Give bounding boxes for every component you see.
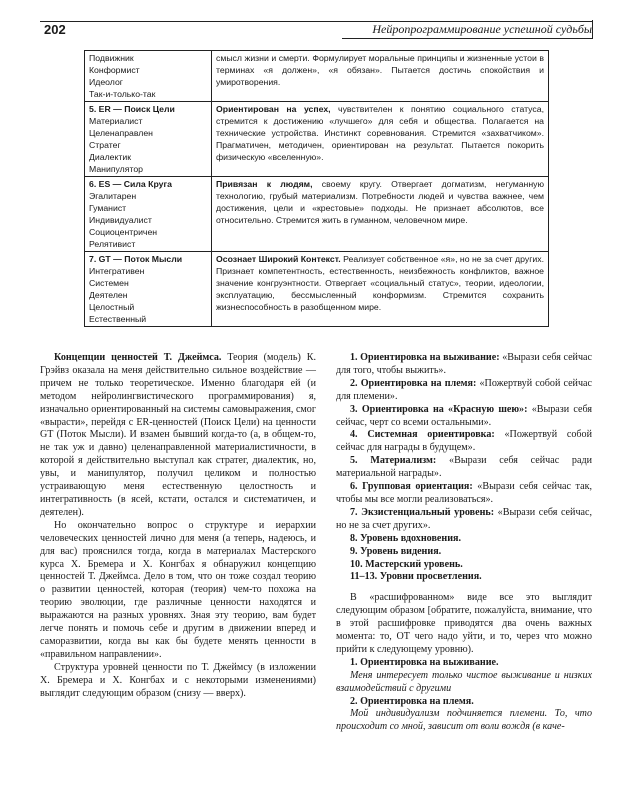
row-heading: 5. ER — Поиск Цели [89,104,175,114]
table-row [85,51,549,102]
level-number: 9. [350,545,358,557]
list-item: Интегративен [89,266,145,276]
table-cell-right [212,177,549,252]
paragraph-run-in-heading: Концепции ценностей Т. Джеймса. [54,352,222,363]
row-description: чувствителен к понятию социального статуса, стремится к достижению «лучшего» для себя и общества. Полагается на технические устройства. Инстинкт соревнования. Стремится «захватчиком». Прагматичен, методичен, ориентирован на результат. Пытается покорить физическую «вселенную». [216,104,544,162]
paragraph: Меня интересует только чистое выживание и низких взаимодействий с другими [336,669,592,694]
level-text: «Пожертвуй собой сейчас для племени». [336,377,592,402]
level-number: 8. [350,532,358,544]
level-text: «Вырази себя сейчас, черт со всеми остальными». [336,403,592,428]
row-heading: 7. GT — Поток Мысли [89,254,183,264]
level-name: Групповая ориентация: [362,481,473,493]
level-number: 5. [350,455,358,467]
list-item [336,559,592,572]
level-name: Материализм: [370,455,437,467]
list-item [336,533,592,546]
list-item: Подвижник [89,53,134,63]
list-item [336,378,592,404]
level-text: «Вырази себя сейчас для того, чтобы выжить». [336,352,592,376]
running-title: Нейропрограммирование успешной судьбы [372,22,592,36]
list-item [336,507,592,533]
list-item: Социоцентричен [89,227,158,237]
page-number: 202 [44,22,66,37]
table-row [85,252,549,327]
list-item: Индивидуалист [89,215,152,225]
row-lead: Ориентирован на успех, [216,104,331,114]
right-column [336,352,592,734]
section-heading: 1. Ориентировка на выживание. [350,656,499,668]
list-item: Стратег [89,140,121,150]
table-cell-left [85,102,212,177]
level-name: Мастерский уровень. [365,558,463,570]
levels-list [336,352,592,584]
table-cell-left [85,51,212,102]
list-item: Манипулятор [89,164,143,174]
table-cell-right [212,102,549,177]
level-name: Уровень вдохновения. [360,532,462,544]
paragraph: Структура уровней ценности по Т. Джеймсу (в изложении Х. Бремера и Х. Конгбах и с некоторыми изменениями) выглядит следующим образом (снизу — вверх). [40,661,316,699]
level-number: 2. [350,377,358,389]
list-item: Материалист [89,116,143,126]
level-name: Экзистенциальный уровень: [361,506,495,518]
level-text: «Пожертвуй собой сейчас для награды в будущем». [336,429,592,454]
list-item: Идеолог [89,77,123,87]
paragraph: Но окончательно вопрос о структуре и иерархии человеческих ценностей лично для меня (а теперь, надеюсь, и для вас) прояснился тогда, когда в материалах Мастерского курса Х. Бремера и Х. Конгбах я обнаружил концепцию ценностей Т. Джеймса. Дело в том, что он тоже создал теорию о развитии ценностей, которая (теория) чем-то похожа на теорию эволюции, где различные ценности находятся и выражаются на разных уровнях. Зная эту теорию, вам будет легче понять и помочь себе и другим в движении вперед и саморазвитии, когда вы как бы будете менять ценности в «правильном направлении». [40,519,316,660]
level-name: Ориентировка на племя: [360,377,477,389]
section-heading: 2. Ориентировка на племя. [350,695,474,707]
row-description: Реализует собственное «я», но не за счет других. Признает компетентность, естественность, неизбежность конфликтов, важное значение конгруэнтности. Отвергает «социальный статус», теории, идеологии, эксплуатацию, бессмысленный конформизм. Стремится сохранить жизнеспособность в разобщенном мире. [216,254,544,312]
level-name: Уровень видения. [360,545,442,557]
list-item: Конформист [89,65,140,75]
level-number: 11–13. [350,571,378,583]
table-cell-left [85,177,212,252]
list-item [336,546,592,559]
list-item: Релятивист [89,239,136,249]
list-item: Деятелен [89,290,128,300]
row-description: смысл жизни и смерти. Формулирует моральные принципы и жизненные устои в терминах «я должен», «я обязан». Пытается достичь спокойствия и умиротворения. [216,53,544,87]
list-item: Целенаправлен [89,128,153,138]
paragraph [40,352,316,520]
list-item [336,481,592,507]
list-item: Гуманист [89,203,127,213]
list-item: Системен [89,278,129,288]
paragraph-text: Теория (модель) К. Грэйвз оказала на меня действительно сильное воздействие — причем не только теоретическое. Именно благодаря ей (и методом нейролингвистического программирования) я, изначально ориентированный на системы самовыражения, смог «вырасти», перейдя с ER-ценностей (Поиск Цели) на ценности GT (Поток Мысли). И взамен бывший когда-то (а, в общем-то, не так уж и давно) целенаправленной материалистичности, в которой я действительно выступал как стратег, диалектик, но, увы, и манипулятор, получил целиком и полностью устраивающую меня естественную целостность и интегративность (в ясей, кстати, остался и систематичен, и деятелен). [40,352,316,518]
level-text: «Вырази себя сейчас так, чтобы мы все могли реализоваться». [336,481,592,505]
row-lead: Привязан к людям, [216,179,313,189]
list-item: Целостный [89,302,135,312]
level-number: 10. [350,558,363,570]
list-item: Естественный [89,314,147,324]
left-column [40,352,316,700]
level-name: Уровни просветления. [379,571,482,583]
spacer [336,584,592,592]
list-item [336,429,592,455]
level-number: 3. [350,403,358,415]
row-lead: Осознает Широкий Контекст. [216,254,341,264]
list-item: Эгалитарен [89,191,137,201]
table-cell-right [212,252,549,327]
list-item: Так-и-только-так [89,89,156,99]
list-item [336,455,592,481]
level-number: 4. [350,429,358,441]
list-item [336,352,592,378]
level-number: 1. [350,352,358,363]
level-text: «Вырази себя сейчас, но не за счет других». [336,506,593,531]
table-cell-right [212,51,549,102]
header-rule [40,21,592,22]
level-text: «Вырази себя сейчас ради материальной награды». [336,455,592,480]
values-table [84,50,549,327]
level-name: Системная ориентировка: [367,429,495,441]
list-item [336,404,592,430]
table-row [85,102,549,177]
paragraph: Мой индивидуализм подчиняется племени. То, что происходит со мной, зависит от воли вождя (в каче- [336,708,592,733]
page-header [44,20,592,40]
level-name: Ориентировка на «Красную шею»: [361,403,528,415]
list-item [336,571,592,584]
level-number: 7. [350,506,358,518]
paragraph: В «расшифрованном» виде все это выглядит следующим образом [обратите, пожалуйста, внимание, что в этой расшифровке приводятся два очень важных момента: то, ОТ чего надо уйти, и то, через что можно прийти к следующему уровню). [336,592,592,655]
list-item: Диалектик [89,152,131,162]
table-row [85,177,549,252]
row-description: своему кругу. Отвергает догматизм, негуманную технологию, грубый материализм. Потребности людей и чувства важнее, чем достижения, цели и «крестовые» подходы. Не признает абсолютов, все относительно. Стремится жить в гуманном, человечном мире. [216,179,544,225]
table-cell-left [85,252,212,327]
level-number: 6. [350,481,358,493]
level-name: Ориентировка на выживание: [360,352,500,363]
row-heading: 6. ES — Сила Круга [89,179,172,189]
